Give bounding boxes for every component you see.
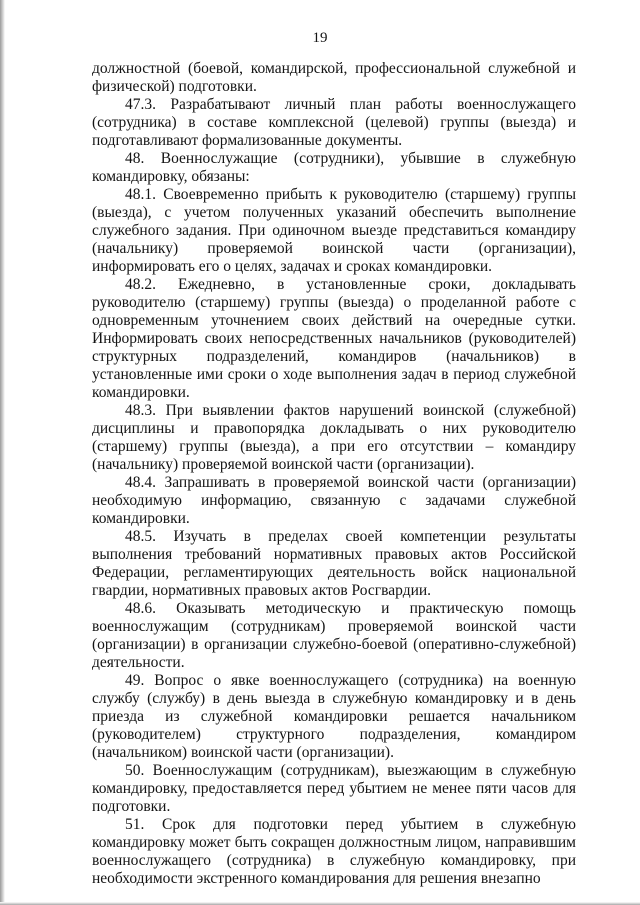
paragraph-48-5: 48.5. Изучать в пределах своей компетенции результаты выполнения требований нормативных правовых актов Российской Федерации, регламентирующих деятельность войск национальной гвардии, нормативных правовых актов Росгвардии.	[92, 528, 576, 599]
paragraph-48-1: 48.1. Своевременно прибыть к руководителю (старшему) группы (выезда), с учетом полученных указаний обеспечить выполнение служебного задания. При одиночном выезде представиться командиру (начальнику) проверяемой воинской части (организации), информировать его о целях, задачах и сроках командировки.	[92, 186, 576, 275]
paragraph-continuation: должностной (боевой, командирской, профессиональной служебной и физической) подготовки.	[92, 60, 576, 95]
page-number: 19	[312, 30, 328, 46]
paragraph-49: 49. Вопрос о явке военнослужащего (сотрудника) на военную службу (службу) в день выезда в служебную командировку и в день приезда из служебной командировки решается начальником (руководителем) структурного подразделения, командиром (начальником) воинской части (организации).	[92, 672, 576, 761]
scan-left-edge	[0, 0, 5, 905]
paragraph-48-6: 48.6. Оказывать методическую и практическую помощь военнослужащим (сотрудникам) проверяемой воинской части (организации) в организации служебно-боевой (оперативно-служебной) деятельности.	[92, 600, 576, 671]
paragraph-47-3: 47.3. Разрабатывают личный план работы военнослужащего (сотрудника) в составе комплексной (целевой) группы (выезда) и подготавливают формализованные документы.	[92, 96, 576, 149]
paragraph-48: 48. Военнослужащие (сотрудники), убывшие в служебную командировку, обязаны:	[92, 150, 576, 185]
document-body	[92, 60, 576, 888]
paragraph-48-2: 48.2. Ежедневно, в установленные сроки, докладывать руководителю (старшему) группы (выезда) о проделанной работе с одновременным уточнением своих действий на очередные сутки. Информировать своих непосредственных начальников (руководителей) структурных подразделений, командиров (начальников) в установленные ими сроки о ходе выполнения задач в период служебной командировки.	[92, 276, 576, 401]
paragraph-48-3: 48.3. При выявлении фактов нарушений воинской (служебной) дисциплины и правопорядка докладывать о них руководителю (старшему) группы (выезда), а при его отсутствии – командиру (начальнику) проверяемой воинской части (организации).	[92, 402, 576, 473]
paragraph-51: 51. Срок для подготовки перед убытием в служебную командировку может быть сокращен должностным лицом, направившим военнослужащего (сотрудника) в служебную командировку, при необходимости экстренного командирования для решения внезапно	[92, 816, 576, 887]
paragraph-50: 50. Военнослужащим (сотрудникам), выезжающим в служебную командировку, предоставляется перед убытием не менее пяти часов для подготовки.	[92, 762, 576, 815]
paragraph-48-4: 48.4. Запрашивать в проверяемой воинской части (организации) необходимую информацию, связанную с задачами служебной командировки.	[92, 474, 576, 527]
